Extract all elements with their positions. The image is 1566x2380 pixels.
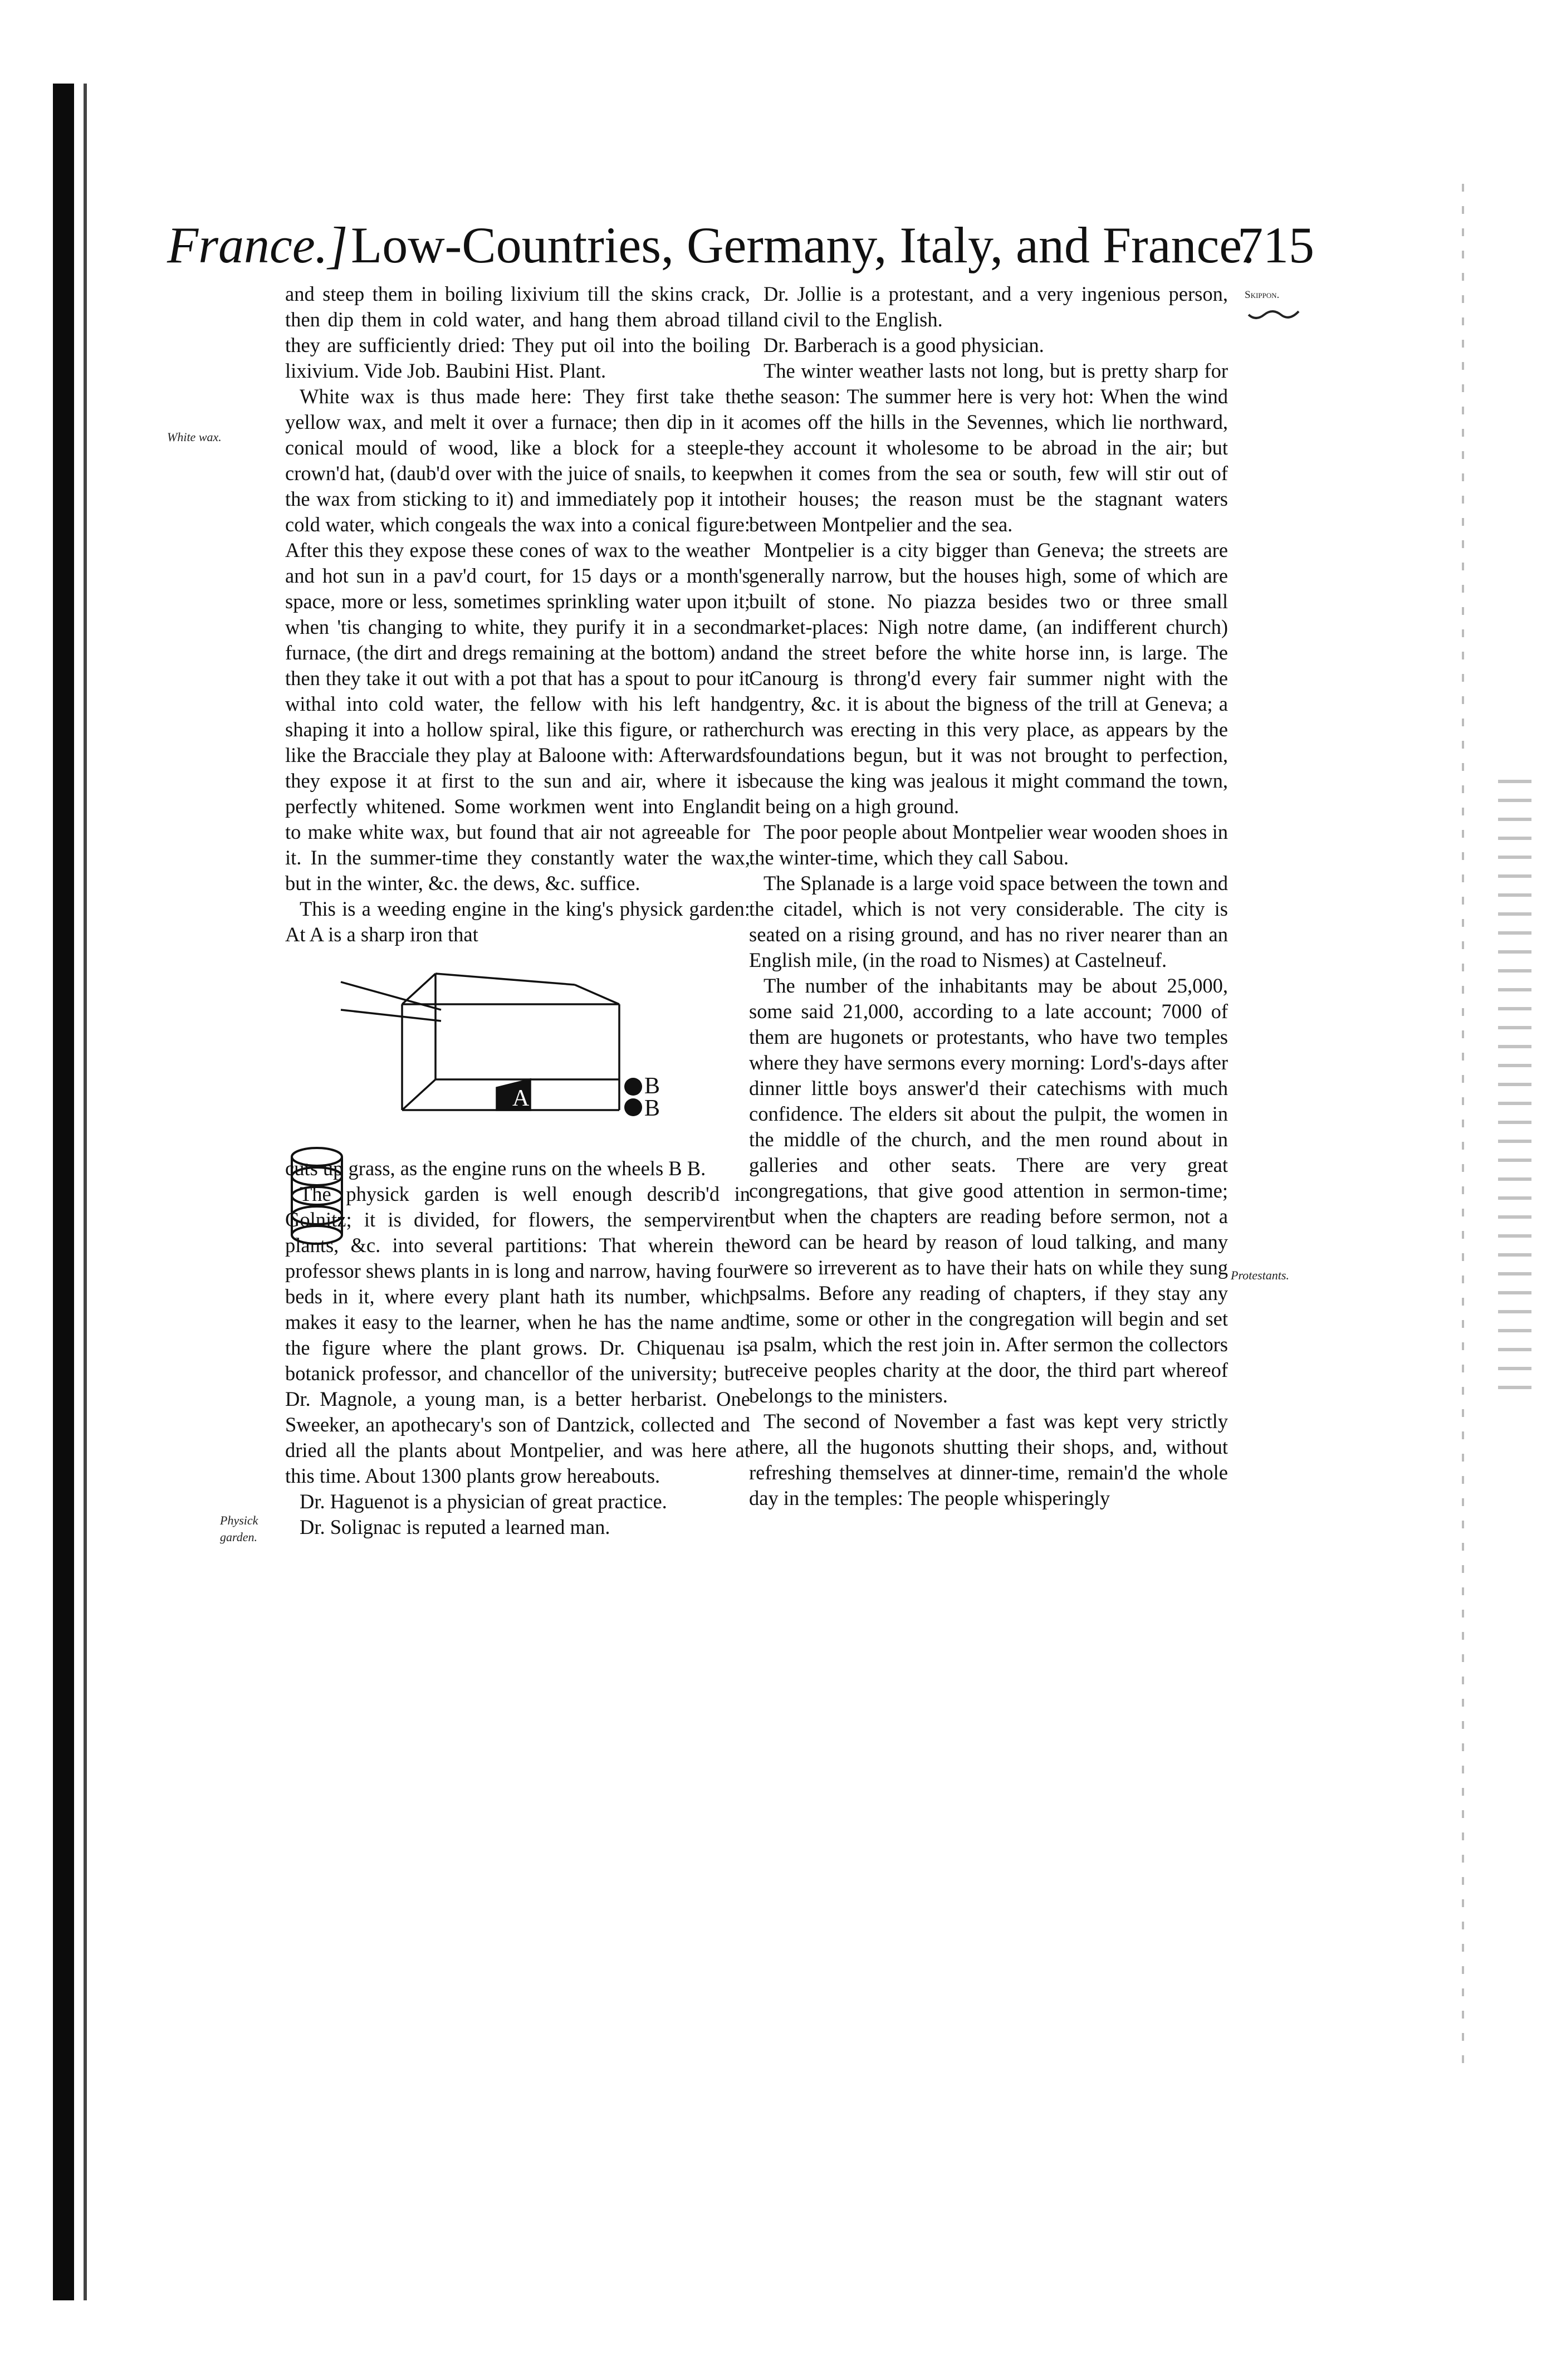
margin-note-protestants: Protestants. bbox=[1231, 1268, 1289, 1282]
skippon-flourish bbox=[1247, 309, 1300, 326]
paragraph: The Splanade is a large void space between the town and the citadel, which is not very considerable. The city is seated on a rising ground, and has no river nearer than an English mile, (in the road to Nismes) at Castelneuf. bbox=[749, 872, 1228, 971]
running-header bbox=[167, 206, 1314, 284]
paragraph: White wax is thus made here: They first take the yellow wax, and melt it over a furnace; then dip in it a conical mould of wood, like a block for a steeple-crown'd hat, (daub'd over with the juice of snails, to keep the wax from sticking to it) and immediately pop it into cold water, which congeals the wax into a conical figure: After this they expose these cones of wax to the weather and hot sun in a pav'd court, for 15 days or a month's space, more or less, sometimes sprinkling water upon it; when 'tis changing to white, they purify it in a second furnace, (the dirt and dregs remaining at the bottom) and then they take it out with a pot that has a spout to pour it withal into cold water, the fellow with his left hand shaping it into a hollow spiral, like this figure, or rather like the Bracciale they play at Baloone with: Afterwards they expose it at first to the sun and air, where it is perfectly whitened. Some workmen went into England to make white wax, but found that air not agreeable for it. In the summer-time they constantly water the wax, but in the winter, &c. the dews, &c. suffice. bbox=[285, 385, 750, 895]
paragraph: Dr. Haguenot is a physician of great practice. bbox=[300, 1490, 667, 1513]
paragraph: Dr. Barberach is a good physician. bbox=[764, 334, 1044, 356]
paragraph: The winter weather lasts not long, but is pretty sharp for the season: The summer here is very hot: When the wind comes off the hills in the Sevennes, which lie northward, they account it wholesome to be abroad in the air; but when it comes from the sea or south, few will stir out of their houses; the reason must be the stagnant waters between Montpelier and the sea. bbox=[749, 359, 1228, 536]
label-b-lower: B bbox=[644, 1096, 660, 1121]
label-a: A bbox=[512, 1086, 530, 1111]
right-column bbox=[749, 281, 1228, 1511]
label-b-upper: B bbox=[644, 1073, 660, 1099]
page-number: 715 bbox=[1237, 217, 1314, 273]
paragraph: and steep them in boiling lixivium till the skins crack, then dip them in cold water, and hang them abroad till they are sufficiently dried: They put oil into the boiling lixivium. Vide Job. Baubini Hist. Plant. bbox=[285, 282, 750, 382]
paragraph: The second of November a fast was kept very strictly here, all the hugonots shutting their shops, and, without refreshing themselves at dinner-time, remain'd the whole day in the temples: The people whisperingly bbox=[749, 1410, 1228, 1509]
paragraph-white-wax bbox=[285, 384, 750, 896]
margin-note-physick-garden: Physick garden. bbox=[220, 1513, 258, 1544]
header-section: France.] bbox=[167, 217, 348, 273]
weeding-engine-figure bbox=[285, 960, 750, 1143]
header-title: Low-Countries, Germany, Italy, and France. bbox=[351, 217, 1255, 273]
scan-edge-artefact bbox=[1462, 184, 1464, 2078]
margin-note-skippon: Skippon. bbox=[1245, 289, 1280, 301]
left-column bbox=[285, 281, 750, 1540]
paragraph: Dr. Jollie is a protestant, and a very ingenious person, and civil to the English. bbox=[749, 282, 1228, 331]
paragraph: The poor people about Montpelier wear wooden shoes in the winter-time, which they call Sabou. bbox=[749, 820, 1228, 869]
paragraph: cuts up grass, as the engine runs on the wheels B B. bbox=[285, 1157, 706, 1180]
paragraph: Montpelier is a city bigger than Geneva; the streets are generally narrow, but the houses high, some of which are built of stone. No piazza besides two or three small market-places: Nigh notre dame, (an indifferent church) and the street before the white horse inn, is large. The Canourg is throng'd every fair summer night with the gentry, &c. it is about the bigness of the trill at Geneva; a church was erecting in this very place, as appears by the foundations begun, but it was not brought to perfection, because the king was jealous it might command the town, it being on a high ground. bbox=[749, 539, 1228, 818]
wax-spiral-figure bbox=[285, 1143, 349, 1274]
scan-edge-artefact bbox=[1498, 780, 1531, 1392]
paragraph: This is a weeding engine in the king's physick garden: At A is a sharp iron that bbox=[285, 897, 750, 946]
binding-edge-line bbox=[84, 84, 87, 2300]
paragraph: Dr. Solignac is reputed a learned man. bbox=[300, 1516, 610, 1538]
paragraph: The physick garden is well enough describ'd in Golnitz; it is divided, for flowers, the sempervirent plants, &c. into several partitions: That wherein the professor shews plants in is long and narrow, having four beds in it, where every plant hath its number, which makes it easy to the learner, when he has the name and the figure where the plant grows. Dr. Chiquenau is botanick professor, and chancellor of the university; but Dr. Magnole, a young man, is a better herbarist. One Sweeker, an apothecary's son of Dantzick, collected and dried all the plants about Montpelier, and was here at this time. About 1300 plants grow hereabouts. bbox=[285, 1182, 750, 1487]
margin-note-white-wax: White wax. bbox=[167, 430, 222, 444]
paragraph: The number of the inhabitants may be about 25,000, some said 21,000, according to a late account; 7000 of them are hugonets or protestants, who have two temples where they have sermons every morning: Lord's-days after dinner little boys answer'd their catechisms with much confidence. The elders sit about the pulpit, the women in the middle of the church, and the men round about in galleries and other seats. There are very great congregations, that give good attention in sermon-time; but when the chapters are reading before sermon, not a word can be heard by reason of loud talking, and many were so irreverent as to have their hats on while they sung psalms. Before any reading of chapters, if they stay any time, some or other in the congregation will begin and set a psalm, which the rest join in. After sermon the collectors receive peoples charity at the door, the third part whereof belongs to the ministers. bbox=[749, 974, 1228, 1407]
binding-shadow bbox=[53, 84, 74, 2300]
